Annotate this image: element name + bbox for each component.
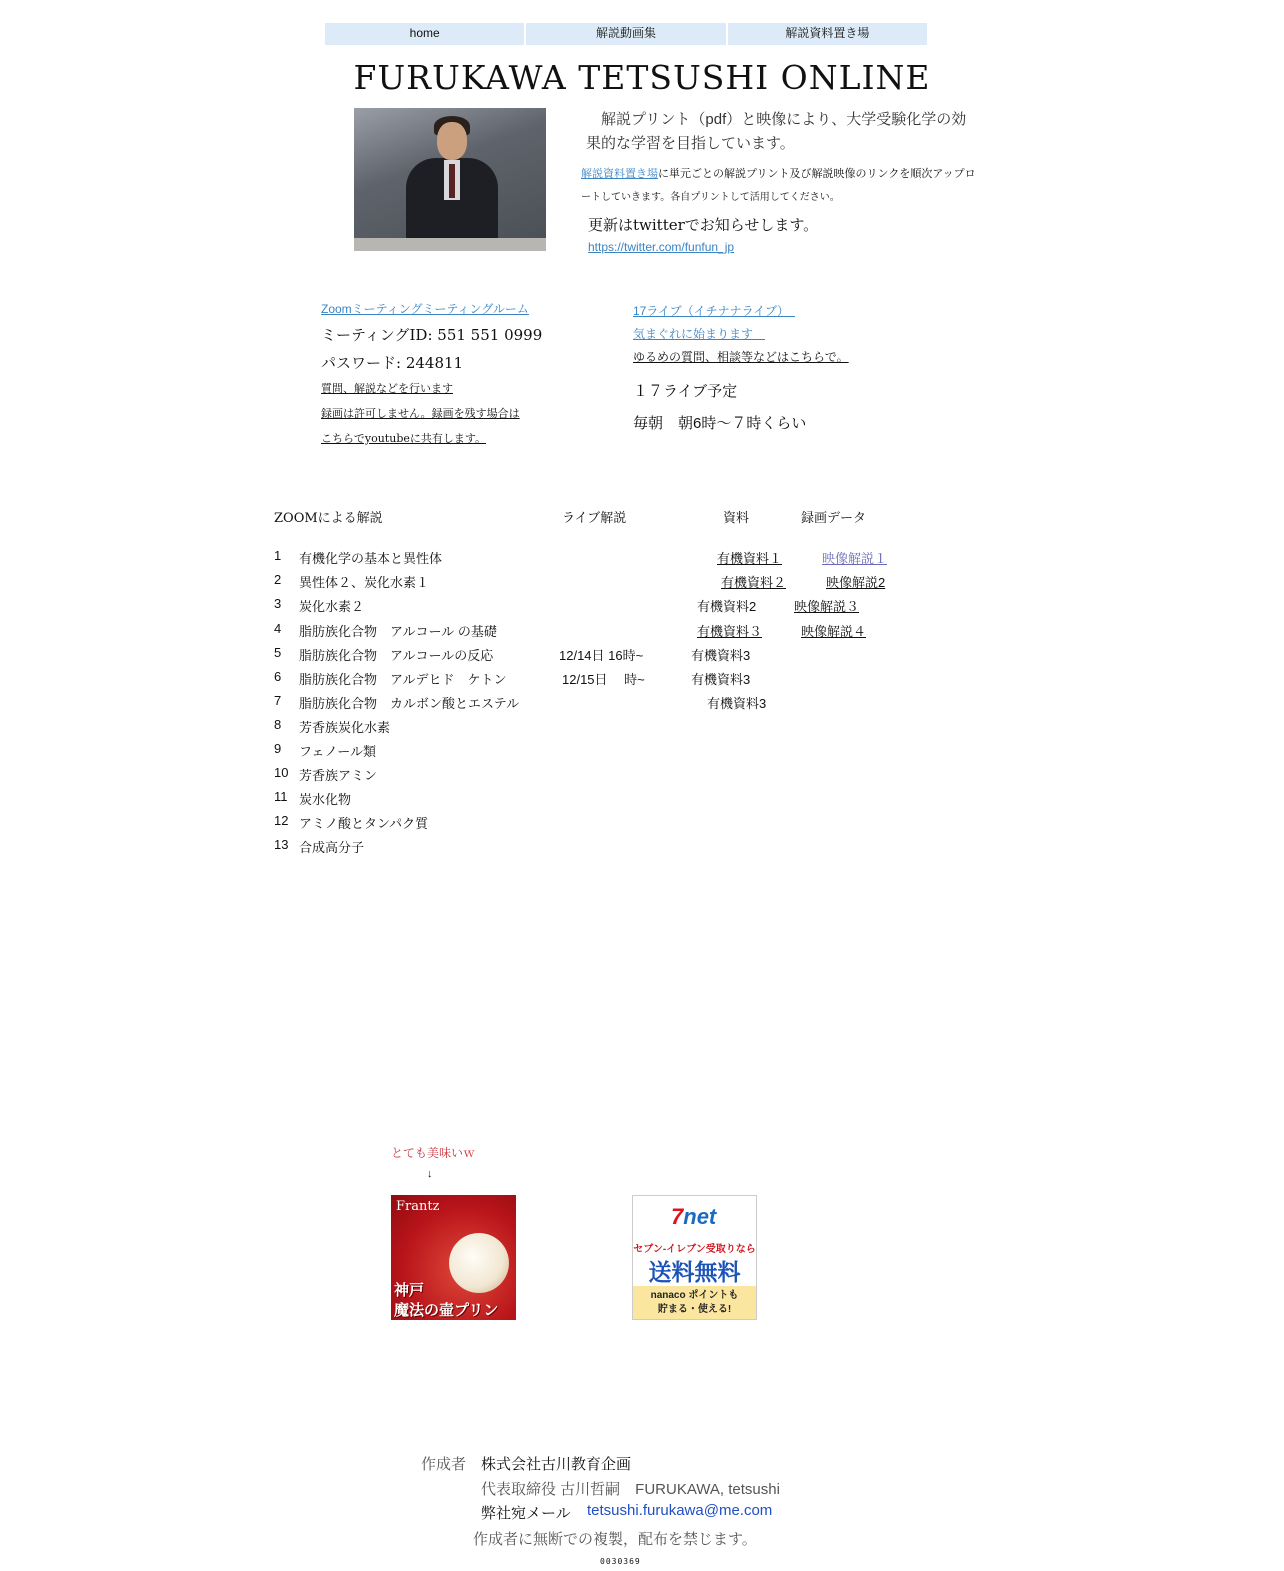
row-number: 8 <box>274 717 282 732</box>
header-topic: ZOOMによる解説 <box>274 511 383 526</box>
row-number: 10 <box>274 765 289 780</box>
row-number: 11 <box>274 789 288 804</box>
footer-representative: 代表取締役 古川哲嗣 FURUKAWA, tetsushi <box>481 1481 780 1498</box>
intro-lead-2: 果的な学習を目指しています。 <box>586 135 795 152</box>
site-title: FURUKAWA TETSUSHI ONLINE <box>353 58 931 97</box>
live17-schedule-title: １７ライブ予定 <box>633 383 738 400</box>
ad-comment: とても美味いｗ <box>391 1146 476 1160</box>
row-topic: 異性体２、炭化水素１ <box>299 575 430 590</box>
row-recording-link[interactable]: 映像解説１ <box>822 551 888 566</box>
tab-materials[interactable]: 解説資料置き場 <box>728 23 927 45</box>
row-topic: 合成高分子 <box>299 840 365 855</box>
intro-note-1: 解説資料置き場に単元ごとの解説プリント及び解説映像のリンクを順次アップロ <box>581 168 976 180</box>
row-material: 有機資料3 <box>691 648 751 663</box>
row-topic: 芳香族炭化水素 <box>299 720 391 735</box>
banner2-line-3a: nanaco ポイントも <box>650 1290 739 1301</box>
row-topic: 脂肪族化合物 アルコールの反応 <box>299 648 494 663</box>
header-live: ライブ解説 <box>562 510 627 525</box>
row-recording-link[interactable]: 映像解説３ <box>794 599 860 614</box>
row-live-schedule: 12/14日 16時~ <box>559 648 644 663</box>
live17-link-2[interactable]: 気まぐれに始まります <box>633 327 766 341</box>
footer-mail-label: 弊社宛メール <box>481 1505 571 1522</box>
zoom-note-2: 録画は許可しません。録画を残す場合は <box>321 407 520 420</box>
zoom-note-3: こちらでyoutubeに共有します。 <box>321 432 486 445</box>
header-recording: 録画データ <box>801 510 867 525</box>
top-nav <box>325 23 927 45</box>
row-material[interactable]: 有機資料３ <box>697 624 763 639</box>
row-topic: 芳香族アミン <box>299 768 378 783</box>
row-number: 13 <box>274 837 289 852</box>
banner2-free-shipping: 送料無料 <box>648 1259 741 1285</box>
banner1-line-1: 神戸 <box>394 1282 425 1299</box>
live17-schedule: 毎朝 朝6時〜７時くらい <box>633 415 807 432</box>
profile-photo <box>354 108 546 251</box>
row-topic: 炭水化物 <box>299 792 352 807</box>
row-number: 6 <box>274 669 282 684</box>
row-topic: 炭化水素２ <box>299 599 365 614</box>
zoom-meeting-id: ミーティングID: 551 551 0999 <box>321 326 543 344</box>
tab-home[interactable]: home <box>325 23 526 45</box>
twitter-link[interactable]: https://twitter.com/funfun_jp <box>588 240 735 254</box>
row-live-schedule: 12/15日 時~ <box>562 672 645 687</box>
intro-lead-1: 解説プリント（pdf）と映像により、大学受験化学の効 <box>601 111 967 128</box>
row-recording-link[interactable]: 映像解説４ <box>801 624 867 639</box>
pudding-ad-banner[interactable] <box>391 1195 516 1320</box>
row-material: 有機資料2 <box>697 599 757 614</box>
row-topic: 有機化学の基本と異性体 <box>299 551 443 566</box>
twitter-label: 更新はtwitterでお知らせします。 <box>588 216 819 234</box>
visitor-counter: 0030369 <box>600 1557 641 1566</box>
materials-link[interactable]: 解説資料置き場 <box>581 168 658 180</box>
row-number: 12 <box>274 813 289 828</box>
7net-logo: 7net <box>671 1204 717 1229</box>
row-material: 有機資料3 <box>691 672 751 687</box>
row-topic: 脂肪族化合物 アルコール の基礎 <box>299 624 497 639</box>
footer-email-link[interactable]: tetsushi.furukawa@me.com <box>587 1502 773 1519</box>
frantz-logo: Frantz <box>396 1199 440 1214</box>
banner1-line-2: 魔法の壷プリン <box>394 1302 499 1319</box>
row-number: 7 <box>274 693 282 708</box>
row-number: 2 <box>274 572 282 587</box>
row-material: 有機資料3 <box>707 696 767 711</box>
banner2-line-3b: 貯まる・使える! <box>657 1304 732 1315</box>
row-number: 9 <box>274 741 282 756</box>
zoom-password: パスワード: 244811 <box>321 354 464 372</box>
row-topic: アミノ酸とタンパク質 <box>299 816 429 831</box>
footer-company: 株式会社古川教育企画 <box>481 1456 632 1473</box>
row-topic: 脂肪族化合物 アルデヒド ケトン <box>299 672 507 687</box>
row-number: 3 <box>274 596 282 611</box>
intro-note-2: ートしていきます。各自プリントして活用してください。 <box>581 192 840 203</box>
banner2-line-1: セブン-イレブン受取りなら <box>633 1244 756 1255</box>
row-number: 1 <box>274 548 282 563</box>
row-topic: 脂肪族化合物 カルボン酸とエステル <box>299 696 520 711</box>
footer-author-label: 作成者 <box>421 1456 467 1473</box>
row-recording-link[interactable]: 映像解説2 <box>826 575 886 590</box>
zoom-note-1: 質問、解説などを行います <box>321 382 453 395</box>
row-topic: フェノール類 <box>299 744 376 759</box>
footer-copyright: 作成者に無断での複製，配布を禁じます。 <box>473 1531 757 1548</box>
live17-note: ゆるめの質問、相談等などはこちらで。 <box>633 350 849 364</box>
tab-videos[interactable]: 解説動画集 <box>526 23 727 45</box>
row-material[interactable]: 有機資料１ <box>717 551 783 566</box>
row-number: 5 <box>274 645 282 660</box>
7net-ad-banner[interactable] <box>632 1195 757 1320</box>
row-number: 4 <box>274 621 282 636</box>
header-material: 資料 <box>723 510 750 525</box>
zoom-room-link[interactable]: Zoomミーティングミーティングルーム <box>321 302 529 316</box>
live17-link[interactable]: 17ライブ（イチナナライブ） <box>633 304 796 318</box>
row-material[interactable]: 有機資料２ <box>721 575 787 590</box>
ad-arrow: ↓ <box>427 1168 433 1180</box>
